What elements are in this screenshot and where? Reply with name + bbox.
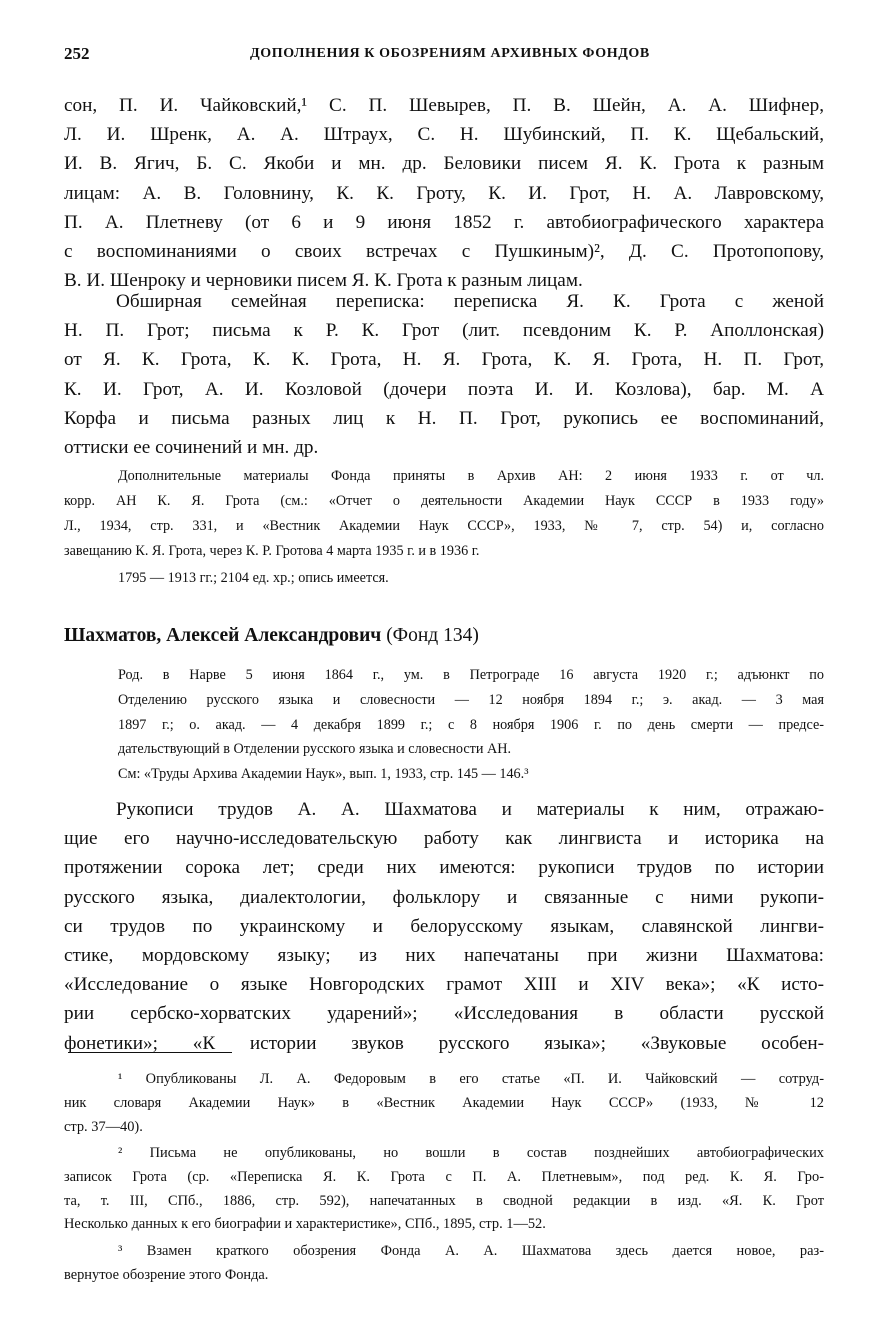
running-head: ДОПОЛНЕНИЯ К ОБОЗРЕНИЯМ АРХИВНЫХ ФОНДОВ xyxy=(250,46,650,61)
text-line: Рукописи трудов А. А. Шахматова и материалы к ним, отражаю- xyxy=(116,799,824,820)
text-line: Род. в Нарве 5 июня 1864 г., ум. в Петрограде 16 августа 1920 г.; адъюнкт по xyxy=(118,667,824,683)
text-line: от Я. К. Грота, К. К. Грота, Н. Я. Грота, К. Я. Грота, Н. П. Грот, xyxy=(64,349,824,371)
text-line: дательствующий в Отделении русского языка и словесности АН. xyxy=(118,741,512,758)
text-line: стр. 37—40). xyxy=(64,1118,143,1135)
text-line: с воспоминаниями о своих встречах с Пушкиным)², Д. С. Протопопову, xyxy=(64,240,824,262)
paragraph-family-correspondence xyxy=(64,287,824,462)
text-line: 1897 г.; о. акад. — 4 декабря 1899 г.; с 8 ноября 1906 г. по день смерти — предсе- xyxy=(118,716,824,733)
additional-materials-note xyxy=(64,464,824,564)
footnote-1 xyxy=(64,1068,824,1139)
text-line: Дополнительные материалы Фонда приняты в Архив АН: 2 июня 1933 г. от чл. xyxy=(118,468,824,484)
text-line: ³ Взамен краткого обозрения Фонда А. А. Шахматова здесь дается новое, раз- xyxy=(118,1243,824,1259)
paragraph-correspondents xyxy=(64,91,824,295)
text-line: завещанию К. Я. Грота, через К. Р. Гротова 4 марта 1935 г. и в 1936 г. xyxy=(64,543,480,559)
text-line: ¹ Опубликованы Л. А. Федоровым в его статье «П. И. Чайковский — сотруд- xyxy=(118,1071,824,1087)
text-line: К. И. Грот, А. И. Козловой (дочери поэта И. И. Козлова), бар. М. А xyxy=(64,378,824,400)
fond-number: (Фонд 134) xyxy=(386,625,479,646)
text-line: Н. П. Грот; письма к Р. К. Грот (лит. псевдоним К. Р. Аполлонская) xyxy=(64,320,824,342)
text-line: ² Письма не опубликованы, но вошли в состав позднейших автобиографических xyxy=(118,1145,824,1161)
text-line: И. В. Ягич, Б. С. Якоби и мн. др. Беловики писем Я. К. Грота к разным xyxy=(64,153,824,175)
text-line: сон, П. И. Чайковский,¹ С. П. Шевырев, П. В. Шейн, А. А. Шифнер, xyxy=(64,95,824,116)
text-line: В. И. Шенроку и черновики писем Я. К. Грота к разным лицам. xyxy=(64,270,583,292)
reference-line: См: «Труды Архива Академии Наук», вып. 1, 1933, стр. 145 — 146.³ xyxy=(118,766,529,783)
text-line: стике, мордовскому языку; из них напечатаны при жизни Шахматова: xyxy=(64,944,824,966)
text-line: ник словаря Академии Наук» в «Вестник Академии Наук СССР» (1933, № 12 xyxy=(64,1094,824,1111)
paragraph-manuscripts xyxy=(64,795,824,1058)
text-line: П. А. Плетневу (от 6 и 9 июня 1852 г. автобиографического характера xyxy=(64,211,824,233)
text-line: Корфа и письма разных лиц к Н. П. Грот, рукопись ее воспоминаний, xyxy=(64,407,824,429)
text-line: щие его научно-исследовательскую работу как лингвиста и историка на xyxy=(64,828,824,850)
text-line: Л. И. Шренк, А. А. Штраух, С. Н. Шубинский, П. К. Щебальский, xyxy=(64,124,824,146)
text-line: вернутое обозрение этого Фонда. xyxy=(64,1266,269,1283)
text-line: фонетики»; «К истории звуков русского языка»; «Звуковые особен- xyxy=(64,1032,824,1054)
footnote-3 xyxy=(64,1240,824,1288)
text-line: рии сербско-хорватских ударений»; «Исследования в области русской xyxy=(64,1003,824,1025)
text-line: та, т. III, СПб., 1886, стр. 592), напечатанных в сводной редакции в изд. «Я. К. Грот xyxy=(64,1192,824,1209)
page-number: 252 xyxy=(64,44,90,63)
text-line: корр. АН К. Я. Грота (см.: «Отчет о деятельности Академии Наук СССР в 1933 году» xyxy=(64,493,824,509)
page-header xyxy=(64,44,824,68)
fond-summary xyxy=(64,566,824,591)
text-line: 1795 — 1913 гг.; 2104 ед. хр.; опись имеется. xyxy=(118,570,389,586)
text-line: лицам: А. В. Головнину, К. К. Гроту, К. И. Грот, Н. А. Лавровскому, xyxy=(64,182,824,204)
footnote-separator xyxy=(68,1052,232,1053)
text-line: протяжении сорока лет; среди них имеются: рукописи трудов по истории xyxy=(64,857,824,879)
fond-person-name: Шахматов, Алексей Александрович xyxy=(64,625,382,646)
text-line: Отделению русского языка и словесности — 12 ноября 1894 г.; э. акад. — 3 мая xyxy=(118,691,824,708)
footnote-2 xyxy=(64,1142,824,1237)
biography-block xyxy=(118,663,824,787)
text-line: Л., 1934, стр. 331, и «Вестник Академии Наук СССР», 1933, № 7, стр. 54) и, согласно xyxy=(64,518,824,534)
fond-heading xyxy=(64,625,479,647)
text-line: Несколько данных к его биографии и характеристике», СПб., 1895, стр. 1—52. xyxy=(64,1216,546,1233)
text-line: Обширная семейная переписка: переписка Я. К. Грота с женой xyxy=(116,291,824,312)
text-line: си трудов по украинскому и белорусскому языкам, славянской лингви- xyxy=(64,915,824,937)
text-line: записок Грота (ср. «Переписка Я. К. Грота с П. А. Плетневым», под ред. К. Я. Гро- xyxy=(64,1168,824,1185)
text-line: оттиски ее сочинений и мн. др. xyxy=(64,436,319,458)
text-line: «Исследование о языке Новгородских грамот XIII и XIV века»; «К исто- xyxy=(64,974,824,996)
text-line: русского языка, диалектологии, фольклору и связанные с ними рукопи- xyxy=(64,886,824,908)
